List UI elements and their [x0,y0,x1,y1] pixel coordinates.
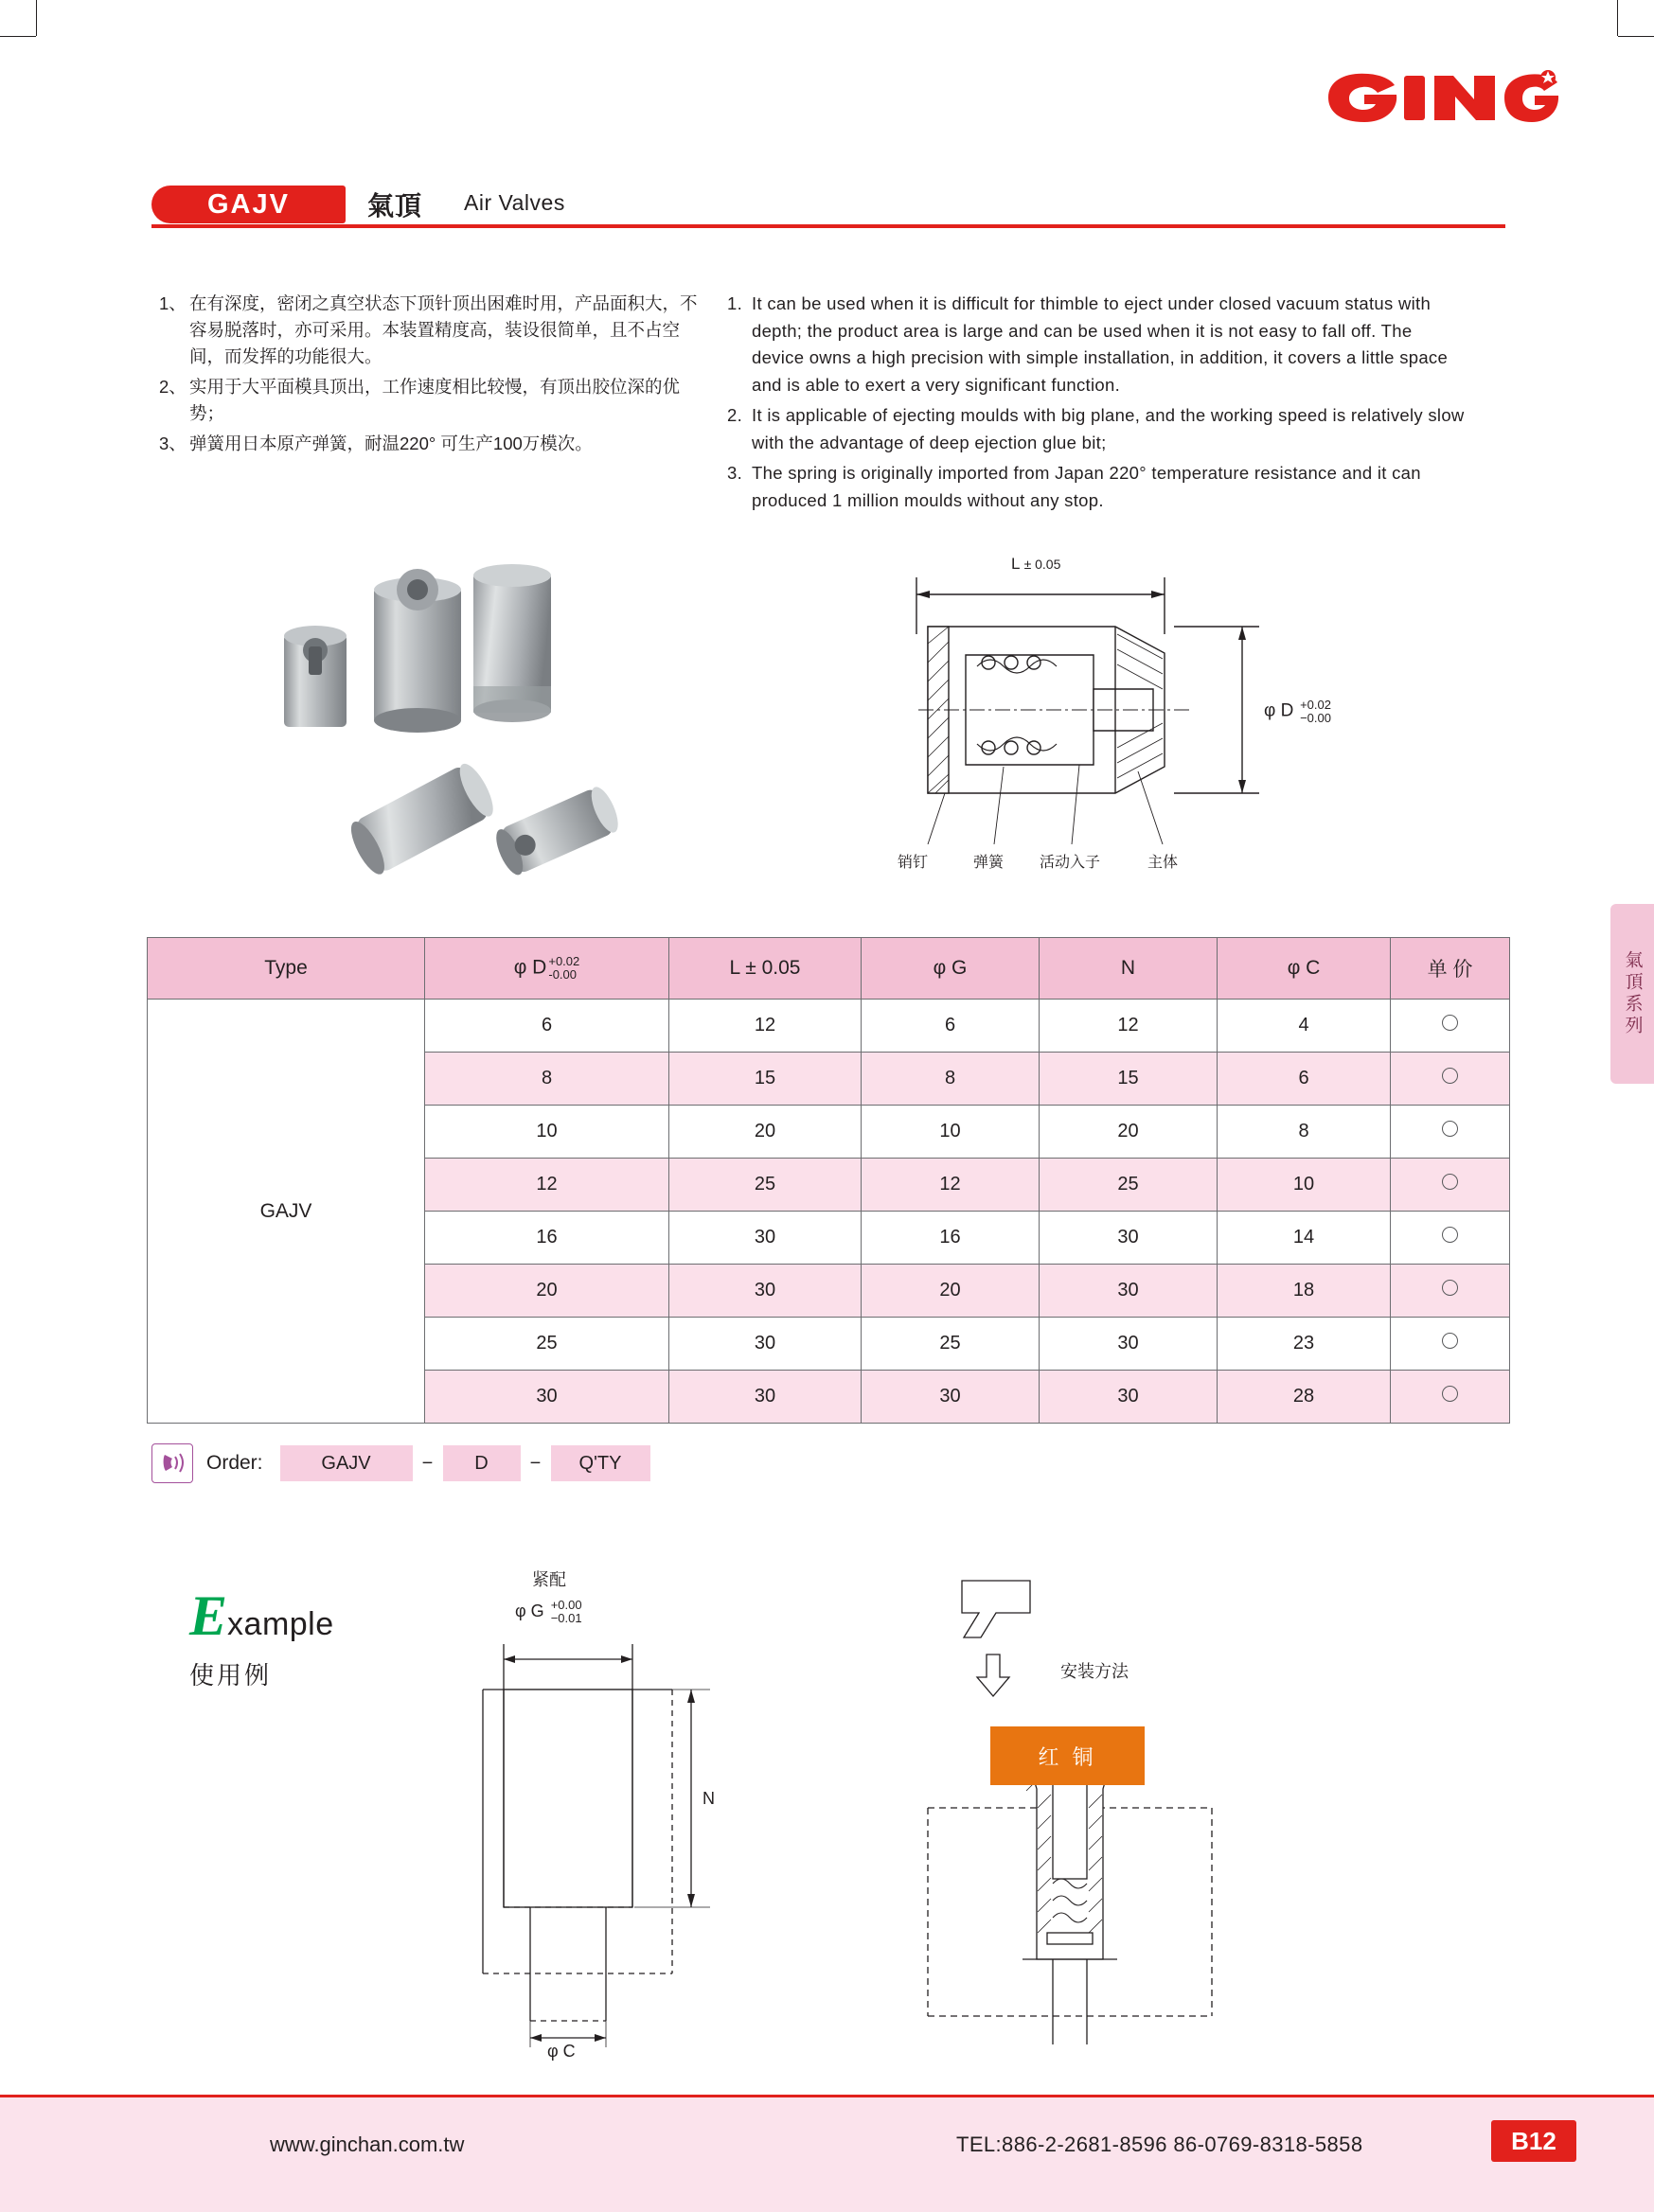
cross-section-drawing [890,555,1344,909]
cell-n: 30 [1040,1265,1218,1318]
cell-g: 30 [862,1371,1040,1424]
cell-d: 16 [425,1212,669,1265]
list-text: It is applicable of ejecting moulds with big plane, and the working speed is relatively slow with the advantage of deep ejection glue bit; [752,405,1465,452]
col-price: 单 价 [1391,938,1510,1000]
crop-mark [1617,0,1618,36]
order-label: Order: [206,1452,263,1474]
footer-website[interactable]: www.ginchan.com.tw [270,2132,465,2156]
price-circle-icon [1442,1068,1458,1084]
cell-l: 25 [669,1159,862,1212]
cell-n: 25 [1040,1159,1218,1212]
title-divider [151,224,1505,228]
copper-block: 红 铜 [990,1726,1145,1785]
cell-n: 20 [1040,1106,1218,1159]
list-item [727,460,1466,514]
cell-c: 18 [1218,1265,1391,1318]
table-row [148,1000,1510,1053]
col-length: L ± 0.05 [669,938,862,1000]
cell-price [1391,1053,1510,1106]
cell-c: 4 [1218,1000,1391,1053]
cell-g: 6 [862,1000,1040,1053]
example-initial: E [189,1584,228,1647]
cell-price [1391,1212,1510,1265]
description-english [727,291,1466,518]
cell-g: 20 [862,1265,1040,1318]
table-header-row [148,938,1510,1000]
col-diameter-g: φ G [862,938,1040,1000]
cell-c: 28 [1218,1371,1391,1424]
cell-d: 20 [425,1265,669,1318]
example-heading-cn: 使用例 [189,1661,273,1690]
cell-l: 30 [669,1318,862,1371]
col-diameter-d: φ D +0.02 -0.00 [425,938,669,1000]
order-phone-icon [151,1443,193,1483]
callout-pin: 销钉 [898,855,929,871]
spec-table-container [147,937,1510,1424]
list-marker: 2、 [159,377,187,397]
cell-d: 30 [425,1371,669,1424]
cell-d: 12 [425,1159,669,1212]
cell-price [1391,1265,1510,1318]
price-circle-icon [1442,1174,1458,1190]
callout-body: 主体 [1147,855,1179,871]
cell-price [1391,1318,1510,1371]
example-c-label: φ C [547,2042,576,2061]
cell-l: 12 [669,1000,862,1053]
dim-diameter-label: φ D +0.02 −0.00 [1264,698,1331,725]
example-heading [189,1584,334,1691]
order-format-row [151,1443,650,1483]
cell-g: 16 [862,1212,1040,1265]
product-photo [256,544,682,913]
cell-l: 15 [669,1053,862,1106]
company-logo [1323,68,1559,127]
list-text: The spring is originally imported from Japan 220° temperature resistance and it can produced 1 million moulds without any stop. [752,463,1421,510]
list-text: 弹簧用日本原产弹簧，耐温220° 可生产100万模次。 [189,434,593,453]
example-fit-label: 紧配 [532,1570,566,1589]
page-number: B12 [1491,2120,1576,2162]
install-method-label: 安装方法 [1060,1662,1129,1681]
order-field-qty[interactable]: Q'TY [551,1445,650,1481]
list-marker: 3、 [159,434,187,453]
footer-telephone: TEL:886-2-2681-8596 86-0769-8318-5858 [956,2132,1363,2156]
section-title-cn: 氣頂 [367,191,423,221]
cell-d: 6 [425,1000,669,1053]
callout-insert: 活动入子 [1040,855,1101,871]
cell-price [1391,1371,1510,1424]
cell-n: 30 [1040,1212,1218,1265]
crop-mark [0,36,36,37]
col-type: Type [148,938,425,1000]
list-marker: 3. [727,463,743,483]
cell-g: 25 [862,1318,1040,1371]
cell-c: 10 [1218,1159,1391,1212]
list-marker: 1、 [159,293,187,313]
footer-band [0,2097,1654,2212]
list-text: 实用于大平面模具顶出，工作速度相比较慢，有顶出胶位深的优势； [189,377,681,423]
cell-price [1391,1000,1510,1053]
cell-c: 8 [1218,1106,1391,1159]
cell-d: 8 [425,1053,669,1106]
side-index-tab [1610,904,1654,1084]
list-text: It can be used when it is difficult for thimble to eject under closed vacuum status with depth; the product area is large and can be used when it is not easy to fall off. The device owns a high precision with simple installation, in addition, it covers a little space and is able to exert a very significant function. [752,293,1449,395]
example-n-label: N [703,1789,715,1808]
list-item [159,374,699,427]
cell-l: 30 [669,1371,862,1424]
price-circle-icon [1442,1121,1458,1137]
order-field-series[interactable]: GAJV [280,1445,413,1481]
cell-n: 30 [1040,1318,1218,1371]
cell-n: 30 [1040,1371,1218,1424]
cell-price [1391,1159,1510,1212]
dim-length-label: L ± 0.05 [1011,555,1061,573]
crop-mark [1618,36,1654,37]
cell-type: GAJV [148,1000,425,1424]
list-item [159,291,699,370]
cell-n: 12 [1040,1000,1218,1053]
price-circle-icon [1442,1280,1458,1296]
cell-n: 15 [1040,1053,1218,1106]
cell-c: 6 [1218,1053,1391,1106]
price-circle-icon [1442,1227,1458,1243]
crop-mark [36,0,37,36]
cell-l: 20 [669,1106,862,1159]
cell-g: 8 [862,1053,1040,1106]
cell-l: 30 [669,1212,862,1265]
cell-c: 23 [1218,1318,1391,1371]
cell-g: 10 [862,1106,1040,1159]
example-drawing-left [473,1570,824,2061]
cell-d: 25 [425,1318,669,1371]
cell-c: 14 [1218,1212,1391,1265]
price-circle-icon [1442,1386,1458,1402]
list-text: 在有深度，密闭之真空状态下顶针顶出困难时用，产品面积大，不容易脱落时，亦可采用。本装置精度高，装设很简单，且不占空间，而发挥的功能很大。 [189,293,698,366]
price-circle-icon [1442,1333,1458,1349]
list-item [727,402,1466,456]
cell-d: 10 [425,1106,669,1159]
product-code-tag: GAJV [151,186,346,223]
example-drawing-right [909,1571,1288,2063]
order-separator: − [529,1452,542,1474]
description-chinese [159,291,699,461]
list-item [159,431,699,457]
spec-table [147,937,1510,1424]
price-circle-icon [1442,1015,1458,1031]
callout-spring: 弹簧 [973,855,1005,871]
cell-l: 30 [669,1265,862,1318]
order-separator: − [421,1452,434,1474]
order-field-d[interactable]: D [443,1445,521,1481]
example-g-label: φ G +0.00 −0.01 [515,1598,582,1625]
col-n: N [1040,938,1218,1000]
example-word: xample [227,1606,334,1642]
list-marker: 2. [727,405,743,425]
section-title-en: Air Valves [464,190,565,215]
cell-price [1391,1106,1510,1159]
side-index-label: 氣頂系列 [1622,950,1643,1037]
list-item [727,291,1466,398]
col-diameter-c: φ C [1218,938,1391,1000]
cell-g: 12 [862,1159,1040,1212]
section-title-bar [151,186,1505,227]
list-marker: 1. [727,293,743,313]
